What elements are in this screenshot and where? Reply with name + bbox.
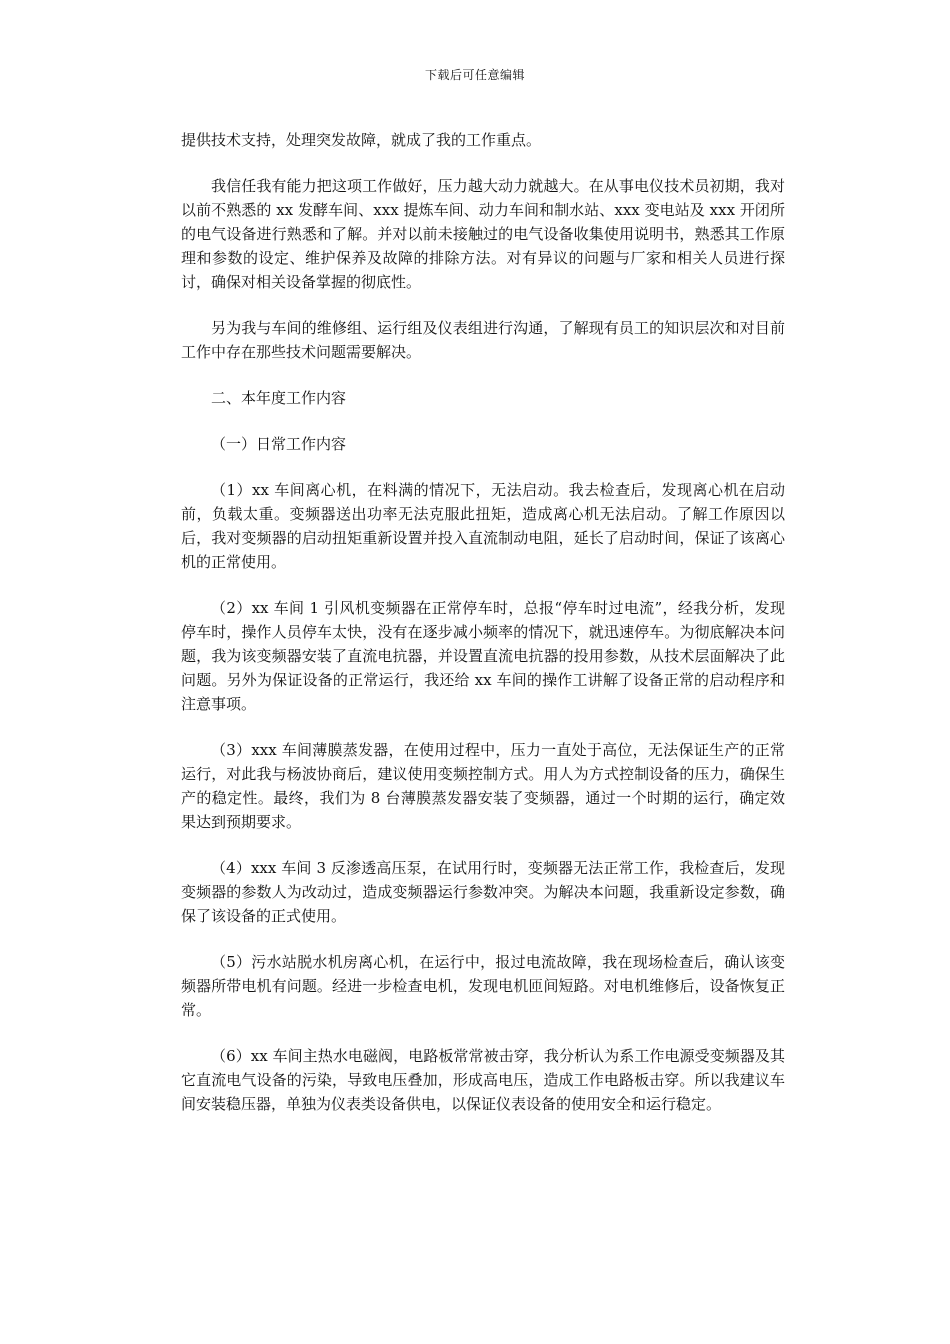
document-body xyxy=(181,128,785,1138)
paragraph-item-3: （3）xxx 车间薄膜蒸发器，在使用过程中，压力一直处于高位，无法保证生产的正常运行，对此我与杨波协商后，建议使用变频控制方式。用人为方式控制设备的压力，确保生产的稳定性。最终，我们为 8 台薄膜蒸发器安装了变频器，通过一个时期的运行，确定效果达到预期要求。 xyxy=(181,741,785,831)
paragraph-confidence: 我信任我有能力把这项工作做好，压力越大动力就越大。在从事电仪技术员初期，我对以前不熟悉的 xx 发酵车间、xxx 提炼车间、动力车间和制水站、xxx 变电站及 xxx 开闭所的电气设备进行熟悉和了解。并对以前未接触过的电气设备收集使用说明书，熟悉其工作原理和参数的设定、维护保养及故障的排除方法。对有异议的问题与厂家和相关人员进行探讨，确保对相关设备掌握的彻底性。 xyxy=(181,177,785,291)
paragraph-item-2: （2）xx 车间 1 引风机变频器在正常停车时，总报“停车时过电流”，经我分析，发现停车时，操作人员停车太快，没有在逐步减小频率的情况下，就迅速停车。为彻底解决本问题，我为该变频器安装了直流电抗器，并设置直流电抗器的投用参数，从技术层面解决了此问题。另外为保证设备的正常运行，我还给 xx 车间的操作工讲解了设备正常的启动程序和注意事项。 xyxy=(181,599,785,713)
paragraph-item-1: （1）xx 车间离心机，在料满的情况下，无法启动。我去检查后，发现离心机在启动前，负载太重。变频器送出功率无法克服此扭矩，造成离心机无法启动。了解工作原因以后，我对变频器的启动扭矩重新设置并投入直流制动电阻，延长了启动时间，保证了该离心机的正常使用。 xyxy=(181,481,785,571)
paragraph-continuation: 提供技术支持，处理突发故障，就成了我的工作重点。 xyxy=(181,131,542,149)
paragraph-item-4: （4）xxx 车间 3 反渗透高压泵，在试用行时，变频器无法正常工作，我检查后，发现变频器的参数人为改动过，造成变频器运行参数冲突。为解决本问题，我重新设定参数，确保了该设备的正式使用。 xyxy=(181,859,785,925)
section-heading-annual-work: 二、本年度工作内容 xyxy=(211,389,347,407)
paragraph-item-5: （5）污水站脱水机房离心机，在运行中，报过电流故障，我在现场检查后，确认该变频器所带电机有问题。经进一步检查电机，发现电机匝间短路。对电机维修后，设备恢复正常。 xyxy=(181,953,785,1019)
paragraph-communication: 另为我与车间的维修组、运行组及仪表组进行沟通，了解现有员工的知识层次和对目前工作中存在那些技术问题需要解决。 xyxy=(181,319,785,361)
page-header: 下载后可任意编辑 xyxy=(424,68,525,82)
paragraph-item-6: （6）xx 车间主热水电磁阀，电路板常常被击穿，我分析认为系工作电源受变频器及其它直流电气设备的污染，导致电压叠加，形成高电压，造成工作电路板击穿。所以我建议车间安装稳压器，单独为仪表类设备供电，以保证仪表设备的使用安全和运行稳定。 xyxy=(181,1047,785,1113)
subsection-heading-daily-work: （一）日常工作内容 xyxy=(211,435,347,453)
